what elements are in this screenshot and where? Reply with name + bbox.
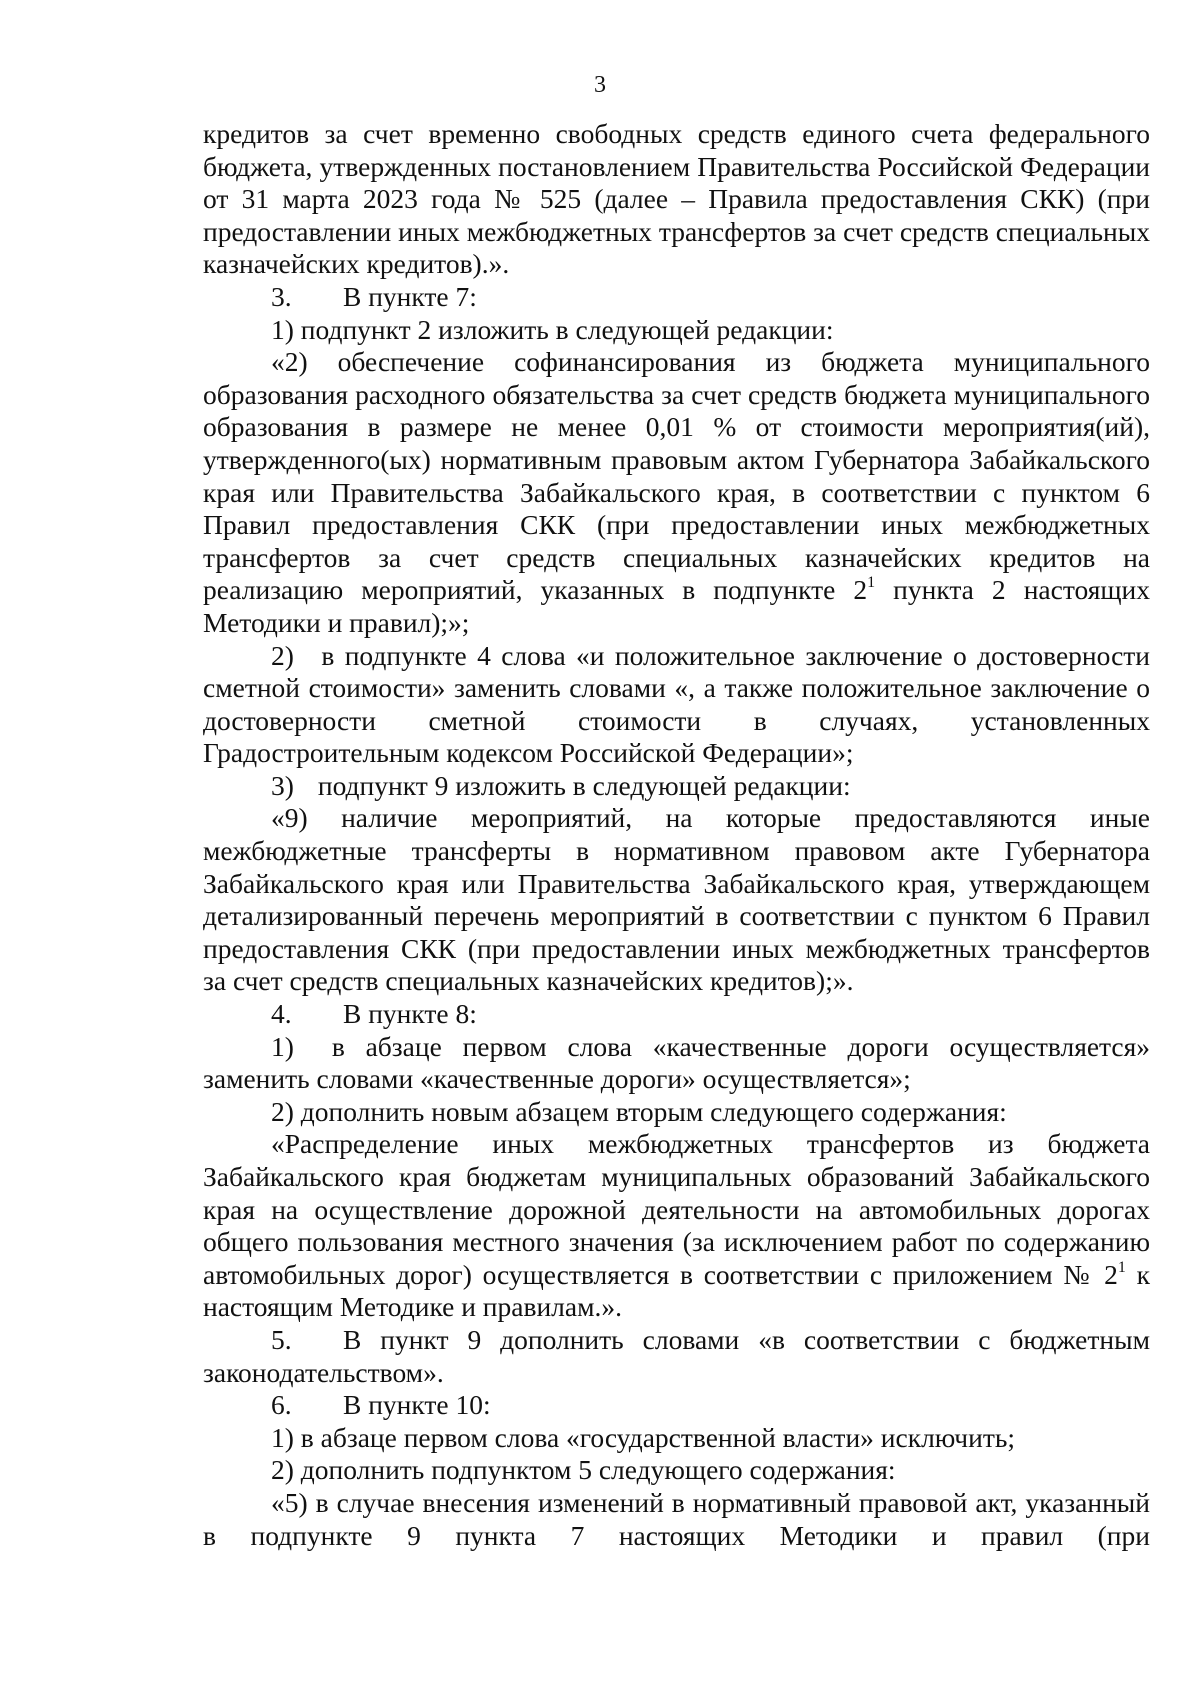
subitem-text: в абзаце первом слова «качественные дороги осуществляется» заменить словами «качественные дороги» осуществляется»; bbox=[203, 1030, 1151, 1095]
item-5 bbox=[203, 1324, 1150, 1389]
quote-subitem-2 bbox=[203, 346, 1150, 639]
subitem-6-1: 1) в абзаце первом слова «государственной власти» исключить; bbox=[271, 1421, 1016, 1453]
subitem-number: 3) bbox=[271, 769, 294, 801]
item-number: 3. bbox=[271, 280, 292, 312]
subitem-6-2: 2) дополнить подпунктом 5 следующего содержания: bbox=[271, 1454, 896, 1486]
quote-text-end: к настоящим Методике и правилам.». bbox=[203, 1258, 1150, 1323]
item-4 bbox=[203, 998, 1150, 1031]
subitem-4-2: 2) дополнить новым абзацем вторым следующего содержания: bbox=[271, 1095, 1007, 1127]
superscript: 1 bbox=[867, 574, 876, 592]
superscript: 1 bbox=[1117, 1258, 1126, 1276]
item-number: 4. bbox=[271, 998, 292, 1030]
subitem-text: в подпункте 4 слова «и положительное заключение о достоверности сметной стоимости» заменить словами «, а также положительное заключение о достоверности сметной стоимости в случаях, установленных Градостроительным кодексом Российской Федерации»; bbox=[203, 639, 1151, 769]
quote-distribution bbox=[203, 1128, 1150, 1324]
paragraph-continuation: кредитов за счет временно свободных средств единого счета федерального бюджета, утвержденных постановлением Правительства Российской Федерации от 31 марта 2023 года № 525 (далее – Правила предоставления СКК) (при предоставлении иных межбюджетных трансфертов за счет средств специальных казначейских кредитов).». bbox=[203, 118, 1150, 280]
item-text: В пункт 9 дополнить словами «в соответствии с бюджетным законодательством». bbox=[203, 1323, 1150, 1388]
subitem-3-1: 1) подпункт 2 изложить в следующей редакции: bbox=[271, 313, 834, 345]
item-number: 6. bbox=[271, 1389, 292, 1421]
item-3 bbox=[203, 281, 1150, 314]
subitem-text: подпункт 9 изложить в следующей редакции: bbox=[317, 769, 851, 801]
quote-subitem-5: «5) в случае внесения изменений в нормативный правовой акт, указанный в подпункте 9 пункта 7 настоящих Методики и правил (при bbox=[203, 1486, 1150, 1551]
subitem-3-2 bbox=[203, 640, 1150, 770]
subitem-3-3 bbox=[203, 770, 1150, 803]
page-number: 3 bbox=[594, 72, 606, 98]
item-text: В пункте 7: bbox=[343, 280, 477, 312]
quote-text: «2) обеспечение софинансирования из бюджета муниципального образования расходного обязательства за счет средств бюджета муниципального образования в размере не менее 0,01 % от стоимости мероприятия(ий), утвержденного(ых) нормативным правовым актом Губернатора Забайкальского края или Правительства Забайкальского края, в соответствии с пунктом 6 Правил предоставления СКК (при предоставлении иных межбюджетных трансфертов за счет средств специальных казначейских кредитов на реализацию мероприятий, указанных в подпункте 2 bbox=[203, 346, 1150, 606]
item-text: В пункте 10: bbox=[343, 1389, 491, 1421]
subitem-4-1 bbox=[203, 1031, 1150, 1096]
item-6 bbox=[203, 1389, 1150, 1422]
subitem-number: 2) bbox=[271, 639, 294, 671]
quote-subitem-9: «9) наличие мероприятий, на которые предоставляются иные межбюджетные трансферты в нормативном правовом акте Губернатора Забайкальского края или Правительства Забайкальского края, утверждающем детализированный перечень мероприятий в соответствии с пунктом 6 Правил предоставления СКК (при предоставлении иных межбюджетных трансфертов за счет средств специальных казначейских кредитов);». bbox=[203, 802, 1150, 997]
item-text: В пункте 8: bbox=[343, 998, 477, 1030]
quote-text: «Распределение иных межбюджетных трансфертов из бюджета Забайкальского края бюджетам муниципальных образований Забайкальского края на осуществление дорожной деятельности на автомобильных дорогах общего пользования местного значения (за исключением работ по содержанию автомобильных дорог) осуществляется в соответствии с приложением № 2 bbox=[203, 1128, 1150, 1290]
document-body bbox=[203, 118, 1150, 1552]
subitem-number: 1) bbox=[271, 1030, 294, 1062]
item-number: 5. bbox=[271, 1323, 292, 1355]
quote-text-end: пункта 2 настоящих Методики и правил);»; bbox=[203, 574, 1151, 638]
